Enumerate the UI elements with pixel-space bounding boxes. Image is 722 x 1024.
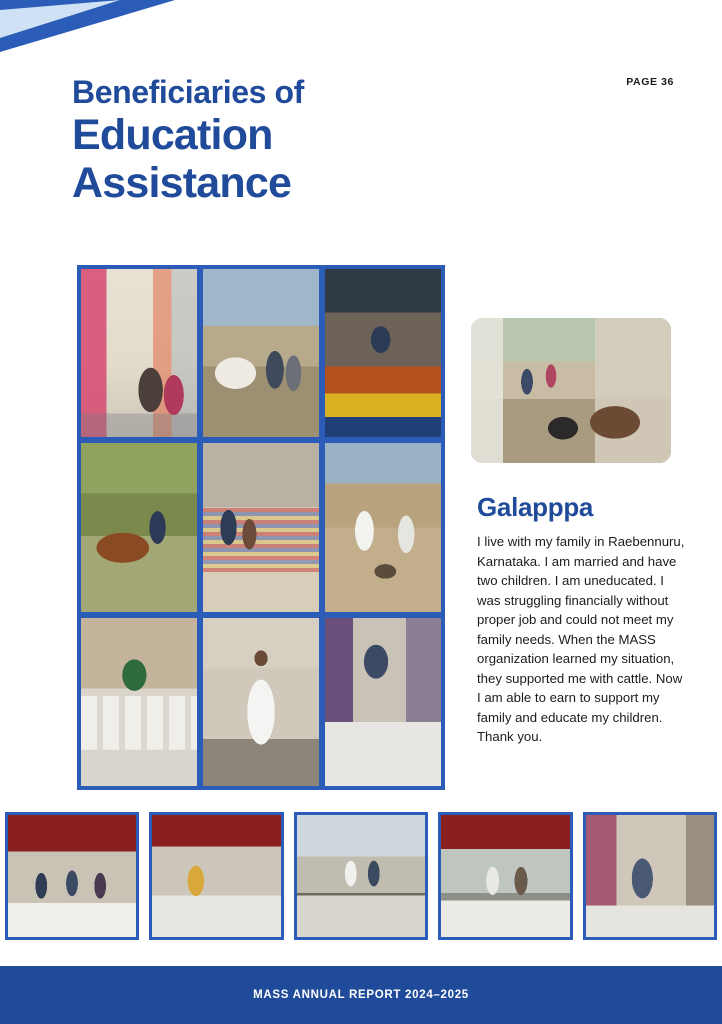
corner-decoration <box>0 0 175 52</box>
strip-photo-5 <box>583 812 717 940</box>
grid-photo-7 <box>80 617 198 787</box>
grid-photo-4 <box>80 442 198 612</box>
grid-photo-5 <box>202 442 320 612</box>
strip-photo-4 <box>438 812 572 940</box>
photo-grid <box>77 265 445 790</box>
grid-photo-1 <box>80 268 198 438</box>
beneficiary-portrait <box>471 318 671 463</box>
page-number: PAGE 36 <box>626 76 674 88</box>
page-title-line-1: Beneficiaries of <box>72 74 304 110</box>
grid-photo-3 <box>324 268 442 438</box>
strip-photo-2 <box>149 812 283 940</box>
page-title-line-2: Education <box>72 110 273 159</box>
strip-photo-3 <box>294 812 428 940</box>
grid-photo-2 <box>202 268 320 438</box>
grid-photo-9 <box>324 617 442 787</box>
footer-text: MASS ANNUAL REPORT 2024–2025 <box>253 989 469 1001</box>
strip-photo-1 <box>5 812 139 940</box>
page-title <box>72 74 492 207</box>
page-title-line-3: Assistance <box>72 158 292 207</box>
beneficiary-story: I live with my family in Raebennuru, Karnataka. I am married and have two children. I am uneducated. I was struggling financially without proper job and could not meet my family needs. When the MASS organization learned my situation, they supported me with cattle. Now I am able to earn to support my family and educate my children. Thank you. <box>477 534 685 745</box>
bottom-photo-strip <box>5 812 717 940</box>
grid-photo-6 <box>324 442 442 612</box>
beneficiary-name: Galapppa <box>477 492 594 522</box>
footer-bar <box>0 966 722 1024</box>
grid-photo-8 <box>202 617 320 787</box>
